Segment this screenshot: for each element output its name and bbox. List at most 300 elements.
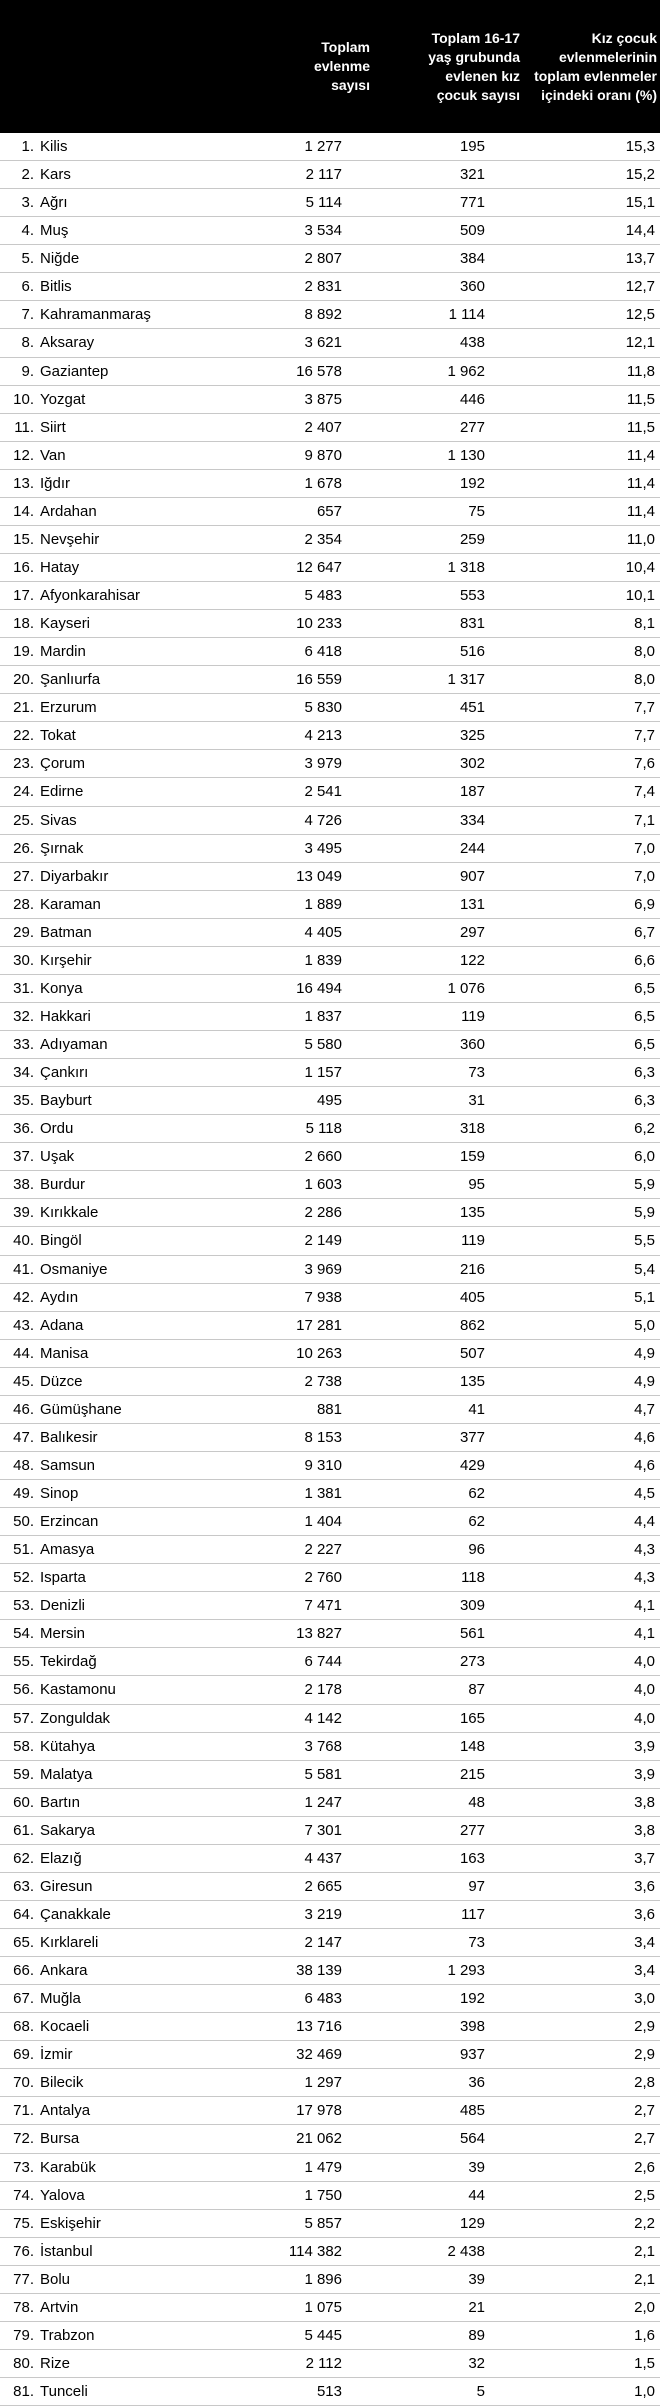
ratio-cell: 7,7 — [634, 727, 655, 745]
ratio-cell: 6,0 — [634, 1148, 655, 1166]
rank-cell: 77. — [13, 2270, 34, 2288]
table-row — [0, 750, 660, 778]
ratio-cell: 2,9 — [634, 2018, 655, 2036]
province-cell: Niğde — [40, 250, 80, 268]
province-cell: Batman — [40, 923, 92, 941]
province-cell: Kırklareli — [40, 1934, 99, 1951]
province-cell: Bolu — [40, 2270, 71, 2288]
rank-cell: 21. — [13, 699, 34, 717]
province-cell: Samsun — [40, 1456, 96, 1474]
province-cell: Kütahya — [40, 1737, 96, 1755]
total-marriages-cell: 12 647 — [296, 558, 342, 576]
table-row — [0, 2069, 660, 2097]
rank-cell: 43. — [13, 1316, 34, 1334]
ratio-cell: 6,5 — [634, 1007, 655, 1025]
ratio-cell: 11,0 — [626, 530, 655, 548]
ratio-cell: 6,6 — [634, 951, 655, 969]
girl-marriages-cell: 1 130 — [447, 446, 485, 464]
total-marriages-cell: 3 495 — [304, 839, 342, 857]
province-cell: Nevşehir — [40, 530, 100, 548]
total-marriages-cell: 495 — [316, 1092, 342, 1110]
province-cell: Osmaniye — [40, 1260, 108, 1278]
total-marriages-cell: 2 112 — [305, 2354, 342, 2372]
rank-cell: 75. — [13, 2214, 34, 2232]
province-cell: Bitlis — [40, 278, 72, 296]
rank-cell: 16. — [13, 558, 34, 576]
table-row — [0, 2125, 660, 2153]
girl-marriages-cell: 377 — [459, 1428, 485, 1446]
province-cell: Bartın — [40, 1793, 81, 1811]
table-row — [0, 638, 660, 666]
rank-cell: 32. — [13, 1007, 34, 1025]
girl-marriages-cell: 309 — [459, 1597, 485, 1615]
table-row — [0, 1733, 660, 1761]
rank-cell: 8. — [21, 334, 34, 352]
girl-marriages-cell: 159 — [459, 1148, 485, 1166]
province-cell: Manisa — [40, 1344, 89, 1362]
ratio-cell: 3,8 — [634, 1793, 655, 1811]
girl-marriages-cell: 62 — [468, 1485, 485, 1502]
table-row — [0, 1424, 660, 1452]
total-marriages-cell: 1 277 — [304, 138, 342, 155]
rank-cell: 70. — [13, 2074, 34, 2092]
total-marriages-cell: 32 469 — [296, 2046, 342, 2064]
ratio-cell: 8,0 — [634, 671, 655, 689]
ratio-cell: 4,4 — [634, 1513, 655, 1531]
rank-cell: 7. — [21, 306, 34, 324]
rank-cell: 54. — [13, 1625, 34, 1643]
province-cell: Afyonkarahisar — [40, 587, 141, 604]
ratio-cell: 12,1 — [625, 334, 655, 352]
rank-cell: 49. — [13, 1485, 34, 1502]
rank-cell: 62. — [13, 1849, 34, 1867]
ratio-cell: 6,3 — [634, 1064, 655, 1082]
ratio-cell: 2,9 — [634, 2046, 655, 2064]
province-cell: Ağrı — [40, 194, 68, 212]
rank-cell: 13. — [13, 474, 34, 492]
girl-marriages-cell: 39 — [468, 2270, 485, 2288]
ratio-cell: 2,7 — [634, 2102, 655, 2120]
total-marriages-cell: 881 — [316, 1400, 342, 1418]
province-cell: Aydın — [40, 1288, 79, 1306]
ratio-cell: 4,0 — [634, 1681, 655, 1699]
ratio-cell: 3,9 — [634, 1765, 655, 1783]
province-cell: Tokat — [40, 727, 76, 745]
ratio-cell: 7,4 — [634, 783, 655, 801]
rank-cell: 14. — [13, 502, 34, 520]
rank-cell: 23. — [13, 755, 34, 773]
ratio-cell: 4,3 — [634, 1569, 655, 1587]
girl-marriages-cell: 31 — [468, 1092, 485, 1110]
total-marriages-cell: 5 118 — [305, 1120, 342, 1138]
ratio-cell: 3,6 — [634, 1877, 655, 1895]
girl-marriages-cell: 216 — [459, 1260, 485, 1278]
total-marriages-cell: 4 405 — [304, 923, 342, 941]
table-row — [0, 1003, 660, 1031]
province-cell: Denizli — [40, 1597, 86, 1615]
table-row — [0, 2182, 660, 2210]
ratio-cell: 3,9 — [634, 1737, 655, 1755]
rank-cell: 79. — [13, 2326, 34, 2344]
total-marriages-cell: 1 889 — [304, 895, 342, 913]
table-row — [0, 2322, 660, 2350]
girl-marriages-cell: 334 — [459, 811, 485, 829]
girl-marriages-cell: 1 114 — [448, 306, 485, 324]
total-marriages-cell: 2 665 — [304, 1877, 342, 1895]
province-cell: Kahramanmaraş — [40, 306, 151, 324]
ratio-cell: 7,6 — [634, 755, 655, 773]
rank-cell: 4. — [21, 222, 34, 240]
girl-marriages-cell: 96 — [468, 1541, 485, 1559]
province-cell: Kilis — [40, 138, 68, 155]
table-row — [0, 386, 660, 414]
table-row — [0, 2210, 660, 2238]
girl-marriages-cell: 862 — [459, 1316, 485, 1334]
province-cell: Mardin — [40, 643, 86, 661]
rank-cell: 28. — [13, 895, 34, 913]
girl-marriages-cell: 1 962 — [447, 362, 485, 380]
ratio-cell: 5,0 — [634, 1316, 655, 1334]
header-girl-marriages: Toplam 16-17 yaş grubunda evlenen kız çocuk sayısı — [428, 29, 520, 103]
girl-marriages-cell: 87 — [468, 1681, 485, 1699]
province-cell: Şırnak — [40, 839, 84, 857]
ratio-cell: 8,1 — [634, 615, 655, 633]
rank-cell: 60. — [13, 1793, 34, 1811]
girl-marriages-cell: 75 — [468, 502, 485, 520]
rank-cell: 2. — [21, 166, 34, 184]
province-cell: Gümüşhane — [40, 1400, 122, 1418]
ratio-cell: 5,9 — [634, 1204, 655, 1222]
province-cell: Mersin — [40, 1625, 86, 1643]
total-marriages-cell: 1 381 — [304, 1485, 342, 1502]
province-cell: Karaman — [40, 895, 101, 913]
ratio-cell: 3,4 — [634, 1934, 655, 1951]
total-marriages-cell: 17 978 — [296, 2102, 342, 2120]
girl-marriages-cell: 405 — [459, 1288, 485, 1306]
table-body — [0, 133, 660, 2406]
total-marriages-cell: 16 578 — [296, 362, 342, 380]
total-marriages-cell: 13 049 — [296, 867, 342, 885]
rank-cell: 26. — [13, 839, 34, 857]
header-total-marriages: Toplam evlenme sayısı — [313, 39, 370, 93]
total-marriages-cell: 7 471 — [304, 1597, 342, 1615]
table-row — [0, 1452, 660, 1480]
table-row — [0, 470, 660, 498]
rank-cell: 42. — [13, 1288, 34, 1306]
province-cell: Ardahan — [40, 502, 97, 520]
rank-cell: 36. — [13, 1120, 34, 1138]
table-row — [0, 1059, 660, 1087]
total-marriages-cell: 8 892 — [304, 306, 342, 324]
rank-cell: 3. — [21, 194, 34, 212]
girl-marriages-cell: 771 — [459, 194, 485, 212]
total-marriages-cell: 3 534 — [304, 222, 342, 240]
ratio-cell: 15,3 — [625, 138, 655, 155]
ratio-cell: 7,0 — [634, 867, 655, 885]
girl-marriages-cell: 273 — [459, 1653, 485, 1671]
rank-cell: 10. — [13, 390, 34, 408]
total-marriages-cell: 16 559 — [296, 671, 342, 689]
table-row — [0, 666, 660, 694]
girl-marriages-cell: 73 — [468, 1064, 485, 1082]
table-row — [0, 1284, 660, 1312]
total-marriages-cell: 7 938 — [304, 1288, 342, 1306]
total-marriages-cell: 2 831 — [304, 278, 342, 296]
ratio-cell: 4,9 — [634, 1372, 655, 1390]
province-cell: Artvin — [40, 2298, 79, 2316]
table-row — [0, 1845, 660, 1873]
table-row — [0, 1256, 660, 1284]
total-marriages-cell: 2 807 — [304, 250, 342, 268]
total-marriages-cell: 4 726 — [304, 811, 342, 829]
ratio-cell: 3,6 — [634, 1905, 655, 1923]
province-cell: Çorum — [40, 755, 86, 773]
table-row — [0, 2154, 660, 2182]
province-cell: Siirt — [40, 418, 66, 436]
province-cell: Edirne — [40, 783, 84, 801]
girl-marriages-cell: 187 — [459, 783, 485, 801]
table-row — [0, 1340, 660, 1368]
total-marriages-cell: 2 660 — [304, 1148, 342, 1166]
table-row — [0, 1143, 660, 1171]
girl-marriages-cell: 831 — [459, 615, 485, 633]
rank-cell: 25. — [13, 811, 34, 829]
rank-cell: 9. — [21, 362, 34, 380]
province-cell: Muş — [40, 222, 69, 240]
province-cell: Uşak — [40, 1148, 75, 1166]
province-cell: Kırıkkale — [40, 1204, 99, 1222]
rank-cell: 17. — [13, 587, 34, 604]
rank-cell: 30. — [13, 951, 34, 969]
table-row — [0, 1368, 660, 1396]
province-cell: Rize — [40, 2354, 71, 2372]
girl-marriages-cell: 89 — [468, 2326, 485, 2344]
girl-marriages-cell: 507 — [459, 1344, 485, 1362]
girl-marriages-cell: 62 — [468, 1513, 485, 1531]
girl-marriages-cell: 122 — [459, 951, 485, 969]
ratio-cell: 5,5 — [634, 1232, 655, 1250]
ratio-cell: 5,1 — [634, 1288, 655, 1306]
province-cell: Isparta — [40, 1569, 86, 1587]
girl-marriages-cell: 1 293 — [447, 1962, 485, 1980]
province-cell: Yalova — [40, 2186, 85, 2204]
ratio-cell: 3,4 — [634, 1962, 655, 1980]
rank-cell: 63. — [13, 1877, 34, 1895]
ratio-cell: 11,5 — [626, 418, 655, 436]
table-row — [0, 1648, 660, 1676]
rank-cell: 66. — [13, 1962, 34, 1980]
ratio-cell: 4,3 — [634, 1541, 655, 1559]
rank-cell: 1. — [21, 138, 34, 155]
province-cell: Bursa — [40, 2130, 80, 2148]
ratio-cell: 15,1 — [625, 194, 655, 212]
table-row — [0, 1676, 660, 1704]
girl-marriages-cell: 318 — [459, 1120, 485, 1138]
table-row — [0, 1985, 660, 2013]
rank-cell: 6. — [21, 278, 34, 296]
table-row — [0, 1199, 660, 1227]
province-cell: Kırşehir — [40, 951, 92, 969]
table-row — [0, 1592, 660, 1620]
rank-cell: 65. — [13, 1934, 34, 1951]
girl-marriages-cell: 97 — [468, 1877, 485, 1895]
table-row — [0, 2041, 660, 2069]
province-cell: Giresun — [40, 1877, 93, 1895]
girl-marriages-cell: 192 — [459, 1990, 485, 2008]
rank-cell: 33. — [13, 1036, 34, 1053]
rank-cell: 72. — [13, 2130, 34, 2148]
table-row — [0, 1508, 660, 1536]
province-cell: İzmir — [40, 2046, 73, 2064]
province-cell: Bingöl — [40, 1232, 82, 1250]
rank-cell: 35. — [13, 1092, 34, 1110]
total-marriages-cell: 6 483 — [304, 1990, 342, 2008]
province-cell: Trabzon — [40, 2326, 95, 2344]
total-marriages-cell: 38 139 — [296, 1962, 342, 1980]
total-marriages-cell: 5 114 — [305, 194, 342, 212]
girl-marriages-cell: 148 — [459, 1737, 485, 1755]
province-cell: Gaziantep — [40, 362, 109, 380]
rank-cell: 69. — [13, 2046, 34, 2064]
province-cell: İstanbul — [40, 2242, 93, 2260]
rank-cell: 46. — [13, 1400, 34, 1418]
rank-cell: 51. — [13, 1541, 34, 1559]
total-marriages-cell: 2 738 — [304, 1372, 342, 1390]
girl-marriages-cell: 135 — [459, 1204, 485, 1222]
province-cell: Eskişehir — [40, 2214, 101, 2232]
province-cell: Sakarya — [40, 1821, 96, 1839]
table-row — [0, 189, 660, 217]
province-cell: Sinop — [40, 1485, 79, 1502]
total-marriages-cell: 4 142 — [304, 1709, 342, 1727]
province-cell: Adana — [40, 1316, 84, 1334]
province-cell: Bayburt — [40, 1092, 92, 1110]
girl-marriages-cell: 446 — [459, 390, 485, 408]
girl-marriages-cell: 165 — [459, 1709, 485, 1727]
total-marriages-cell: 7 301 — [304, 1821, 342, 1839]
province-cell: Kayseri — [40, 615, 91, 633]
rank-cell: 50. — [13, 1513, 34, 1531]
girl-marriages-cell: 48 — [468, 1793, 485, 1811]
ratio-cell: 3,7 — [634, 1849, 655, 1867]
girl-marriages-cell: 36 — [468, 2074, 485, 2092]
total-marriages-cell: 3 621 — [304, 334, 342, 352]
total-marriages-cell: 1 247 — [304, 1793, 342, 1811]
province-cell: Malatya — [40, 1765, 93, 1783]
total-marriages-cell: 3 219 — [304, 1905, 342, 1923]
ratio-cell: 12,5 — [625, 306, 655, 324]
ratio-cell: 15,2 — [625, 166, 655, 184]
province-cell: Aksaray — [40, 334, 95, 352]
province-cell: Adıyaman — [40, 1036, 108, 1053]
province-cell: Çankırı — [40, 1064, 89, 1082]
province-cell: Balıkesir — [40, 1428, 98, 1446]
total-marriages-cell: 10 263 — [296, 1344, 342, 1362]
ratio-cell: 3,8 — [634, 1821, 655, 1839]
rank-cell: 24. — [13, 783, 34, 801]
total-marriages-cell: 9 310 — [304, 1456, 342, 1474]
table-row — [0, 498, 660, 526]
girl-marriages-cell: 195 — [459, 138, 485, 155]
ratio-cell: 14,4 — [625, 222, 655, 240]
girl-marriages-cell: 41 — [468, 1400, 485, 1418]
province-cell: Erzurum — [40, 699, 97, 717]
ratio-cell: 1,0 — [634, 2383, 655, 2400]
total-marriages-cell: 2 149 — [304, 1232, 342, 1250]
total-marriages-cell: 4 213 — [304, 727, 342, 745]
girl-marriages-cell: 129 — [459, 2214, 485, 2232]
girl-marriages-cell: 398 — [459, 2018, 485, 2036]
rank-cell: 64. — [13, 1905, 34, 1923]
ratio-cell: 1,5 — [634, 2354, 655, 2372]
total-marriages-cell: 2 117 — [305, 166, 342, 184]
total-marriages-cell: 1 603 — [304, 1176, 342, 1194]
table-row — [0, 442, 660, 470]
table-row — [0, 835, 660, 863]
total-marriages-cell: 3 969 — [304, 1260, 342, 1278]
table-row — [0, 1396, 660, 1424]
table-row — [0, 1705, 660, 1733]
ratio-cell: 4,5 — [634, 1485, 655, 1502]
rank-cell: 31. — [13, 979, 34, 997]
rank-cell: 68. — [13, 2018, 34, 2036]
province-cell: Sivas — [40, 811, 77, 829]
rank-cell: 58. — [13, 1737, 34, 1755]
total-marriages-cell: 5 581 — [304, 1765, 342, 1783]
ratio-cell: 11,4 — [626, 474, 655, 492]
table-row — [0, 1929, 660, 1957]
table-row — [0, 1087, 660, 1115]
total-marriages-cell: 8 153 — [304, 1428, 342, 1446]
total-marriages-cell: 2 541 — [304, 783, 342, 801]
province-cell: Ordu — [40, 1120, 74, 1138]
rank-cell: 73. — [13, 2158, 34, 2176]
rank-cell: 59. — [13, 1765, 34, 1783]
province-cell: Antalya — [40, 2102, 91, 2120]
rank-cell: 5. — [21, 250, 34, 268]
rank-cell: 57. — [13, 1709, 34, 1727]
ratio-cell: 4,0 — [634, 1653, 655, 1671]
ratio-cell: 2,0 — [634, 2298, 655, 2316]
rank-cell: 15. — [13, 530, 34, 548]
girl-marriages-cell: 553 — [459, 587, 485, 604]
total-marriages-cell: 2 354 — [304, 530, 342, 548]
province-cell: Hakkari — [40, 1007, 91, 1025]
province-cell: Hatay — [40, 558, 80, 576]
ratio-cell: 2,1 — [634, 2270, 655, 2288]
rank-cell: 37. — [13, 1148, 34, 1166]
total-marriages-cell: 1 075 — [304, 2298, 342, 2316]
table-row — [0, 1115, 660, 1143]
total-marriages-cell: 1 479 — [304, 2158, 342, 2176]
total-marriages-cell: 5 830 — [304, 699, 342, 717]
table-row — [0, 891, 660, 919]
ratio-cell: 4,7 — [634, 1400, 655, 1418]
table-row — [0, 245, 660, 273]
total-marriages-cell: 21 062 — [296, 2130, 342, 2148]
total-marriages-cell: 5 580 — [304, 1036, 342, 1053]
rank-cell: 71. — [13, 2102, 34, 2120]
girl-marriages-cell: 192 — [459, 474, 485, 492]
province-cell: Konya — [40, 979, 83, 997]
province-cell: Kars — [40, 166, 71, 184]
table-row — [0, 358, 660, 386]
total-marriages-cell: 2 147 — [304, 1934, 342, 1951]
table-row — [0, 947, 660, 975]
girl-marriages-cell: 119 — [461, 1007, 485, 1025]
table-row — [0, 2097, 660, 2125]
girl-marriages-cell: 1 076 — [447, 979, 485, 997]
